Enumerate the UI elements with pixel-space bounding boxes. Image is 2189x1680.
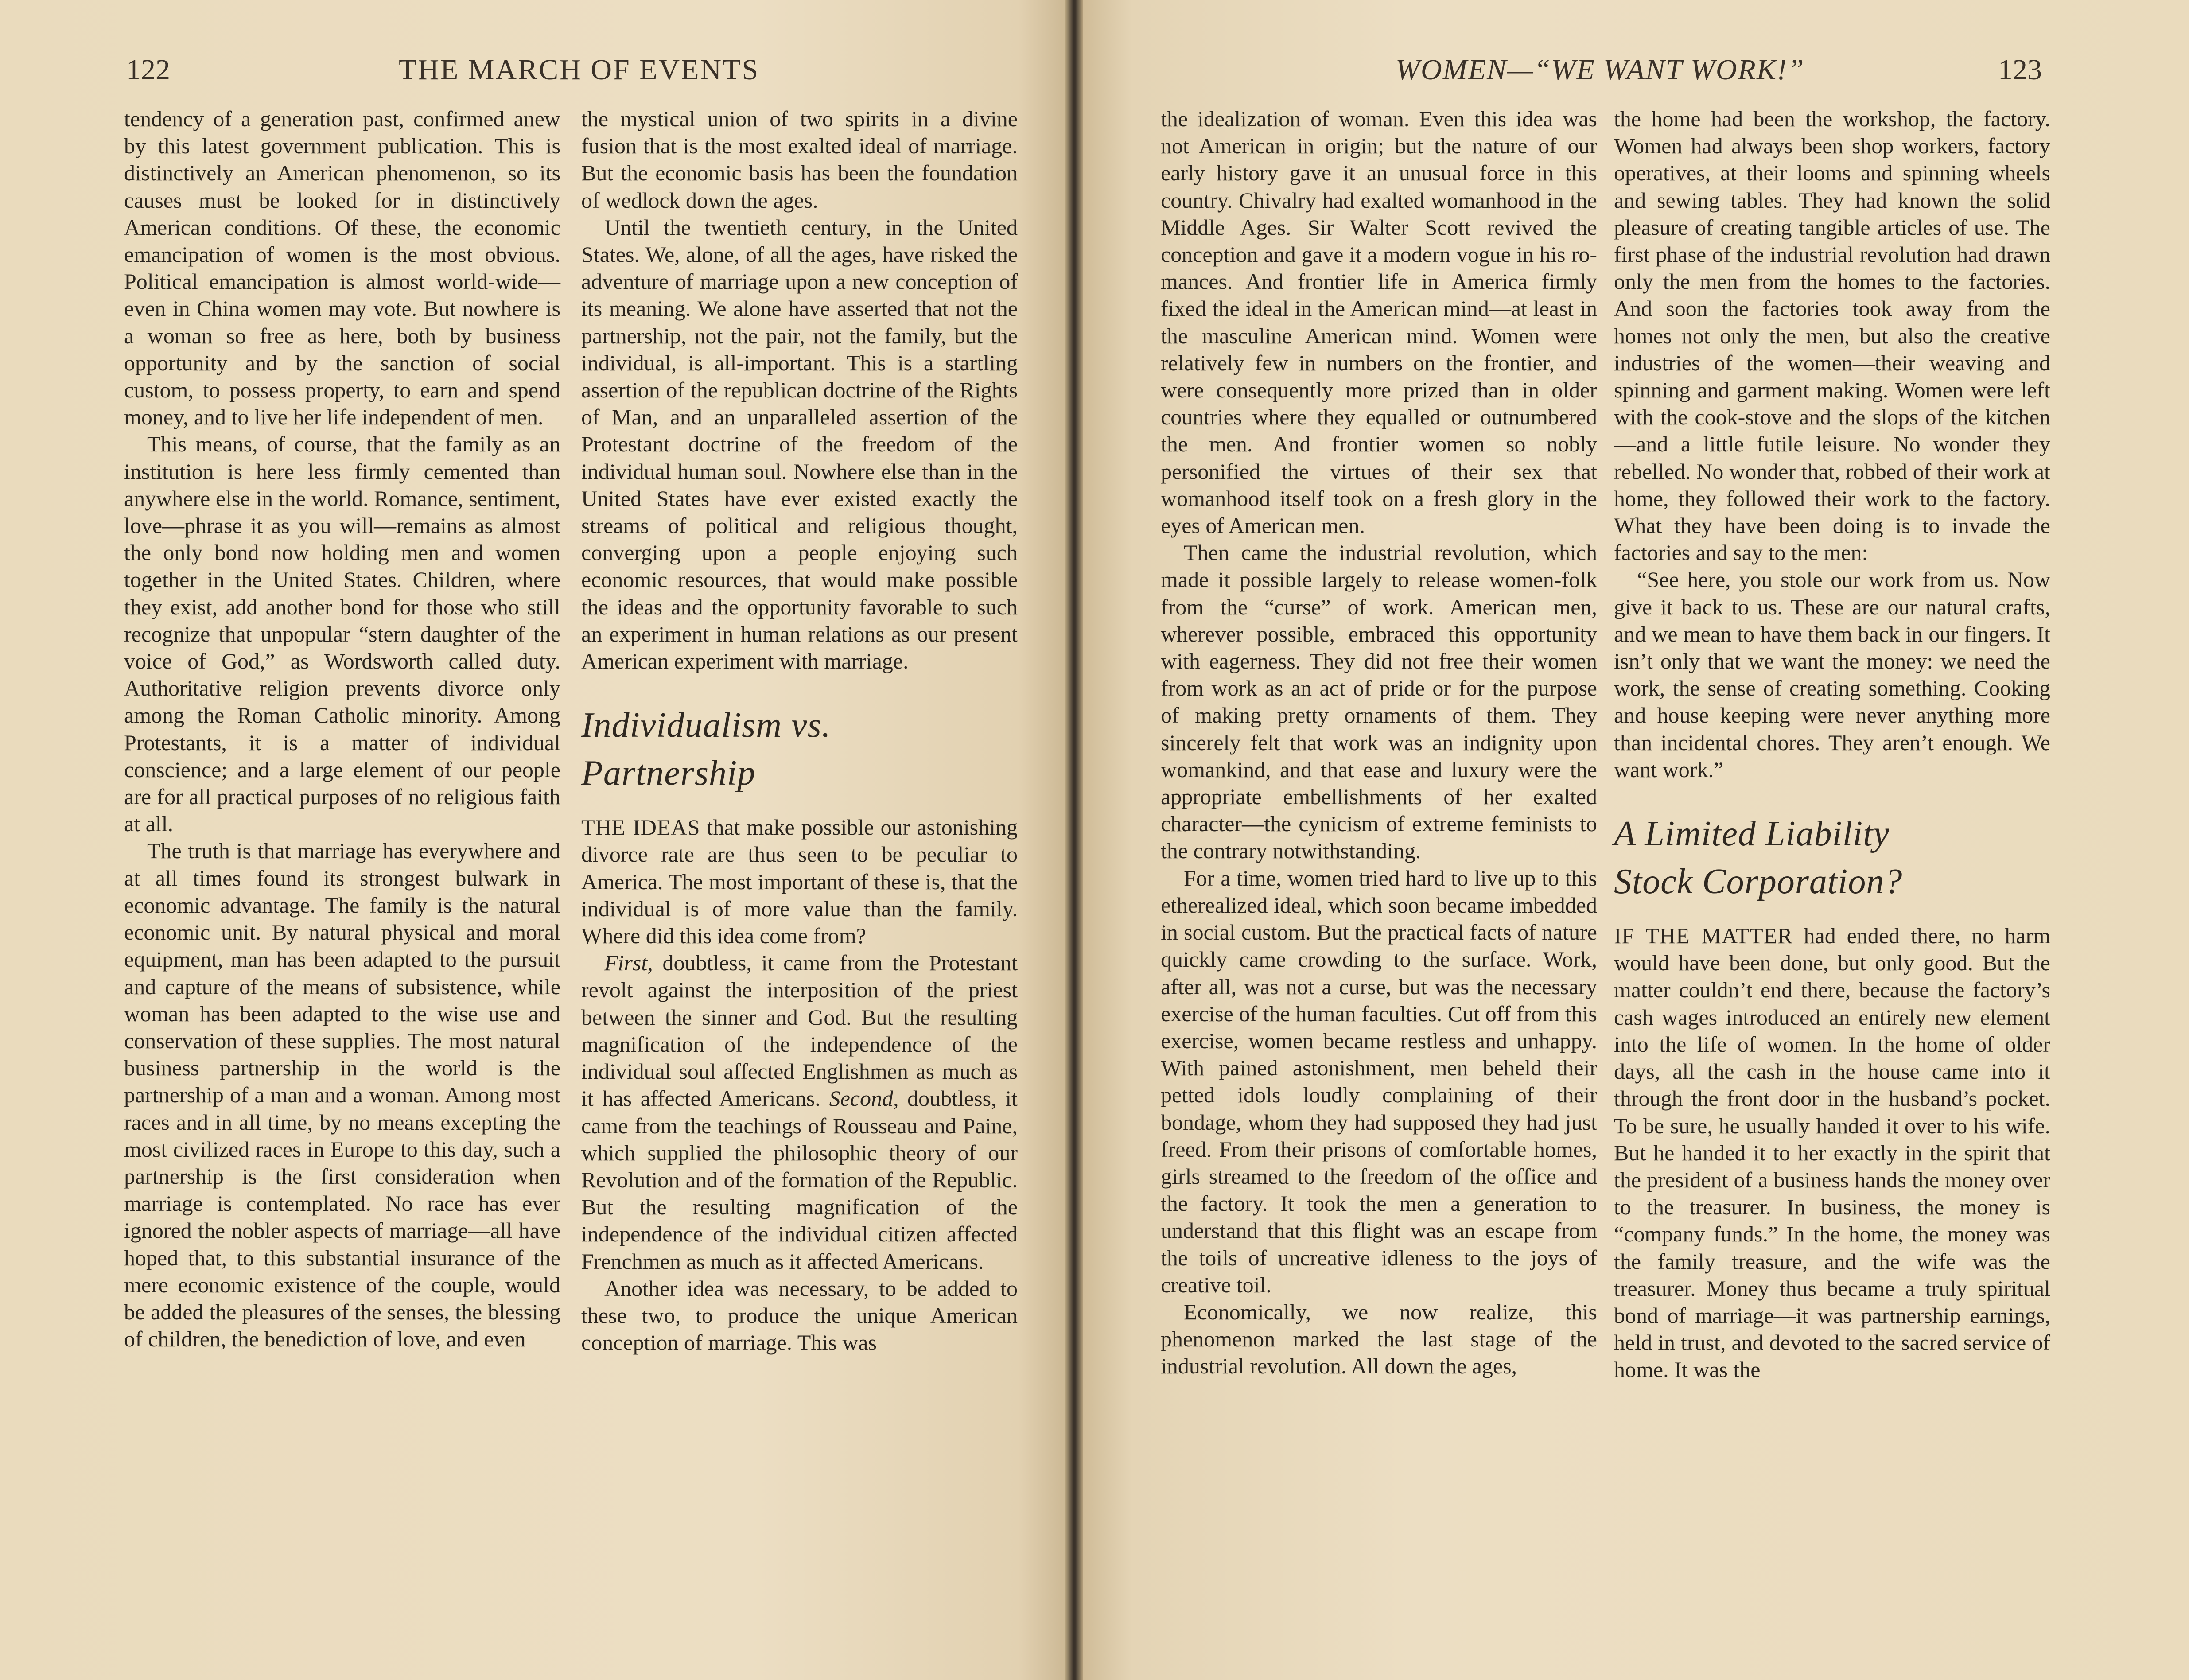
paragraph: This means, of course, that the family as an institution is here less firmly cemented than anywhere else in the world. Romance, sentiment, love—phrase it as you will—remains as almost the only bond now holding men and women together in the United States. Children, where they exist, add another bond for those who still recognize that unpopular “stern daughter of the voice of God,” as Wordsworth called duty. Authoritative religion prevents divorce only among the Roman Catholic minority. Among Protestants, it is a matter of individual conscience; and a large element of our people are for all practical purposes of no religious faith at all.: [124, 432, 560, 836]
paragraph: tendency of a generation past, confirmed anew by this latest government publication. This is distinctively an American phenomenon, so its causes must be looked for in distinctively American conditions. Of these, the economic emancipation of women is the most obvious. Political emancipation is almost world-wide—even in China women may vote. But nowhere is a woman so free as here, both by business opportunity and by the sanction of social custom, to possess property, to earn and spend money, and to live her life independent of men.: [124, 106, 560, 430]
running-head-left: THE MARCH OF EVENTS: [399, 54, 760, 86]
paragraph: The truth is that marriage has everywhere and at all times found its strongest bulwark in economic advantage. The family is the natural economic unit. By natural physical and moral equipment, man has been adapted to the pursuit and capture of the means of subsistence, while woman has been adapted to the wise use and conservation of these supplies. The most natural business partnership in the world is the partnership of a man and a woman. Among most races and in all time, by no means excepting the most civilized races in Europe to this day, such a partnership is the first consideration when marriage is contemplated. No race has ever ignored the nobler aspects of marriage—all have hoped that, to this substantial insurance of the mere economic existence of the couple, would be added the pleasures of the senses, the blessing of children, the benediction of love, and even: [124, 838, 560, 1352]
paragraph: Then came the industrial revolution, which made it possible largely to release women-folk from the “curse” of work. American men, wherever possible, embraced this opportunity with eagerness. They did not free their women from work as an act of pride or for the purpose of making pretty ornaments of them. They sincerely felt that work was an indignity upon womankind, and that ease and luxury were the appropriate embellishments of her exalted character—the cynicism of extreme feminists to the contrary notwithstanding.: [1161, 540, 1597, 863]
paragraph: the home had been the workshop, the factory. Women had always been shop workers, factory operatives, at their looms and spinning wheels and sewing tables. They had known the solid pleasure of creating tangible articles of use. The first phase of the industrial revolution had drawn only the men from the homes to the factories. And soon the factories took away from the homes not only the men, but also the creative industries of the women—their weaving and spinning and garment making. Women were left with the cook-stove and the slops of the kitchen—and a little futile leisure. No wonder they rebelled. No wonder that, robbed of their work at home, they followed their work to the factory. What they have been doing is to invade the factories and say to the men:: [1614, 106, 2050, 565]
paragraph: the mystical union of two spirits in a divine fusion that is the most exalted ideal of marriage. But the economic basis has been the foundation of wedlock down the ages.: [581, 106, 1018, 213]
paragraph: [581, 949, 1018, 1275]
paragraph: [581, 814, 1018, 949]
book-gutter: [1065, 0, 1083, 1680]
lead-in: THE IDEAS: [581, 815, 700, 840]
section-heading: [1614, 810, 2050, 906]
paragraph-text: doubtless, it came from the teachings of Rousseau and Paine, which supplied the philosophic theory of our Revolution and of the formation of the Republic. But the resulting magnification of the independence of the individual citizen affected Frenchmen as much as it affected Americans.: [581, 1086, 1018, 1274]
paragraph: For a time, women tried hard to live up to this etherealized ideal, which soon became imbedded in social custom. But the practical facts of nature quickly came crowding to the surface. Work, after all, was not a curse, but was the necessary exercise of the human faculties. Cut off from this exercise, women became restless and unhappy. With pained astonishment, men beheld their petted idols loudly complaining of their bondage, whom they had supposed they had just freed. From their prisons of comfortable homes, girls streamed to the freedom of the office and the factory. It took the men a generation to understand that this flight was an escape from the toils of uncreative idleness to the joys of creative toil.: [1161, 865, 1597, 1297]
right-page: [1077, 0, 2189, 1680]
right-column-2: [1614, 105, 2050, 1384]
page-number-left: 122: [126, 54, 170, 86]
running-head-right: WOMEN—“WE WANT WORK!”: [1396, 54, 1805, 86]
paragraph: “See here, you stole our work from us. Now give it back to us. These are our natural crafts, and we mean to have them back in our fingers. It isn’t only that we want the money: we need the work, the sense of creating something. Cooking and house keeping were never anything more than incidental chores. They aren’t enough. We want work.”: [1614, 567, 2050, 782]
paragraph-text: had ended there, no harm would have been done, but only good. But the matter couldn’t end there, because the factory’s cash wages introduced an entirely new element into the life of women. In the home of older days, all the cash in the house came into it through the front door in the husband’s pocket. To be sure, he usually handed it over to his wife. But he handed it to her exactly in the spirit that the president of a business hands the money over to the treasurer. In business, the money is “company funds.” In the home, the money was the family treasure, and the wife was the treasurer. Money thus became a truly spiritual bond of marriage—it was partnership earnings, held in trust, and devoted to the sacred service of home. It was the: [1614, 923, 2050, 1382]
page-number-right: 123: [1998, 54, 2042, 86]
paragraph: the idealization of woman. Even this idea was not American in origin; but the nature of our early history gave it an unusual force in this country. Chivalry had exalted womanhood in the Middle Ages. Sir Walter Scott revived the conception and gave it a modern vogue in his romances. And frontier life in America firmly fixed the ideal in the American mind—at least in the masculine American mind. Women were relatively few in numbers on the frontier, and were consequently more prized than in older countries where they equalled or outnumbered the men. And frontier women so nobly personified the virtues of their sex that womanhood itself took on a fresh glory in the eyes of American men.: [1161, 106, 1597, 538]
section-heading-line: A Limited Liability: [1614, 814, 1890, 854]
left-page: [0, 0, 1072, 1680]
section-heading-line: Partnership: [581, 754, 756, 793]
paragraph: Another idea was necessary, to be added to these two, to produce the unique American conception of marriage. This was: [581, 1276, 1018, 1355]
left-column-2: [581, 105, 1018, 1356]
emphasis: Second,: [829, 1086, 899, 1111]
paragraph: [1614, 922, 2050, 1383]
paragraph-text: doubtless, it came from the Protestant revolt against the interposition of the priest between the sinner and God. But the resulting magnification of the independence of the individual soul affected Englishmen as much as it has affected Americans.: [581, 950, 1018, 1111]
paragraph: Until the twentieth century, in the United States. We, alone, of all the ages, have risked the adventure of marriage upon a new conception of its meaning. We alone have asserted that not the partnership, not the pair, not the family, but the individual, is all-important. This is a startling assertion of the republican doctrine of the Rights of Man, and an unparalleled assertion of the Protestant doctrine of the freedom of the individual human soul. Nowhere else than in the United States have ever existed exactly the streams of political and religious thought, converging upon a people enjoying such economic resources, that would make possible the ideas and the opportunity favorable to such an experiment in human relations as our present American experiment with marriage.: [581, 214, 1018, 674]
section-heading-line: Stock Corporation?: [1614, 862, 1903, 902]
lead-in: IF THE MATTER: [1614, 923, 1793, 949]
left-column-1: [124, 105, 560, 1353]
emphasis: First,: [604, 950, 653, 976]
section-heading: [581, 701, 1018, 797]
section-heading-line: Individualism vs.: [581, 706, 831, 745]
paragraph: Economically, we now realize, this phenomenon marked the last stage of the industrial revolution. All down the ages,: [1161, 1299, 1597, 1379]
right-column-1: [1161, 105, 1597, 1380]
paragraph-text: that make possible our astonishing divorce rate are thus seen to be peculiar to America. The most important of these is, that the individual is of more value than the family. Where did this idea come from?: [581, 815, 1018, 949]
